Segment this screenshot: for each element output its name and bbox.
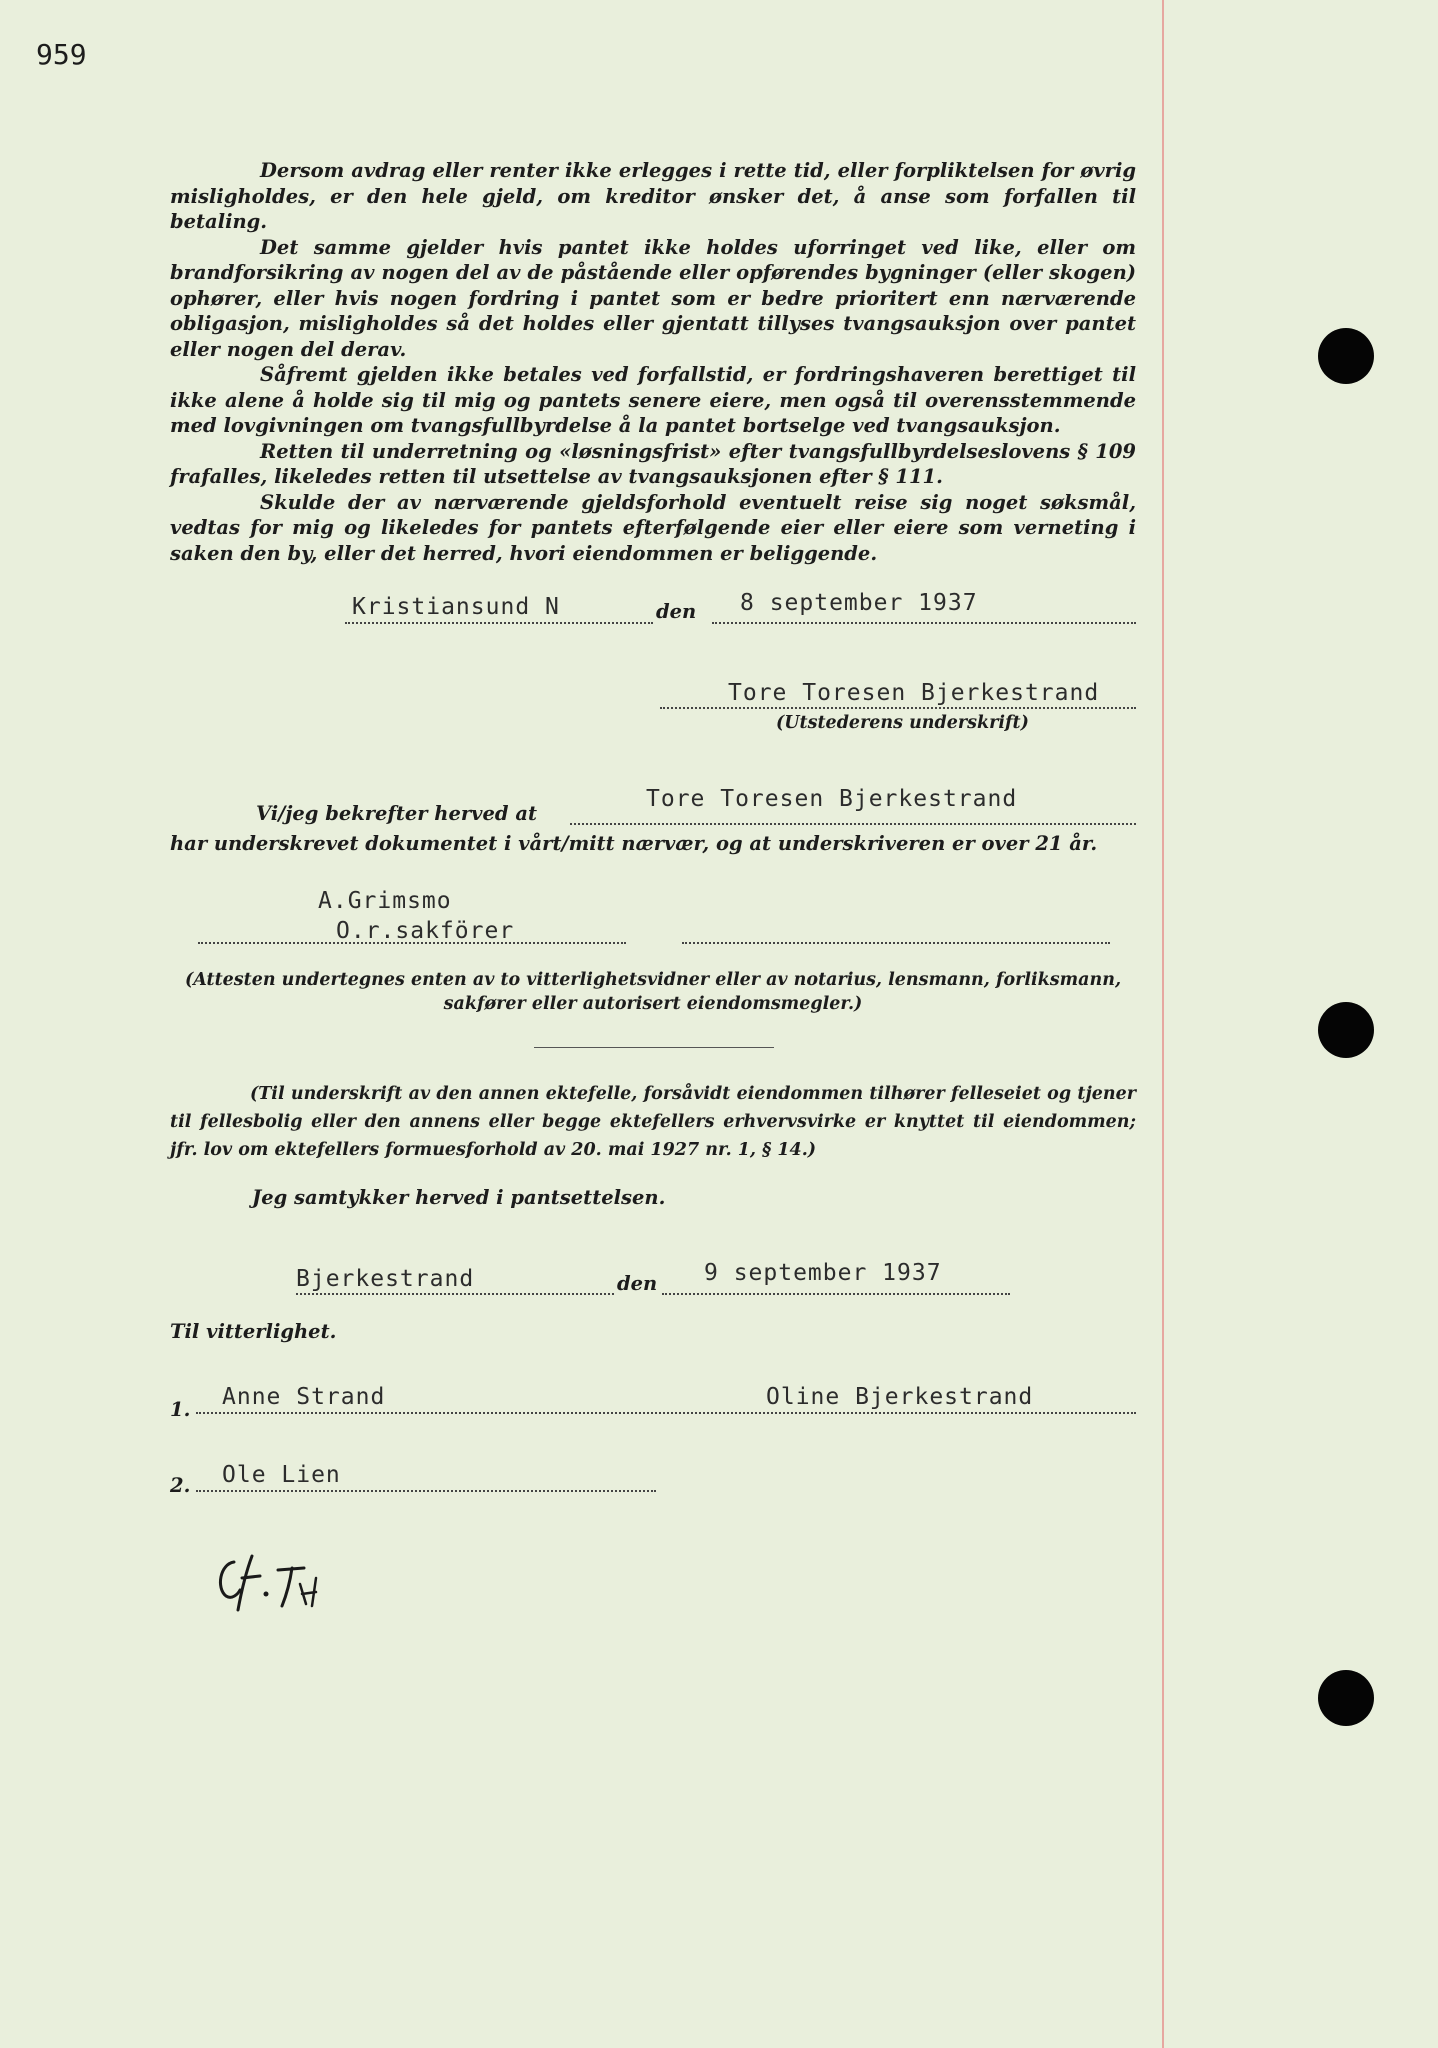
consent-place: Bjerkestrand bbox=[296, 1266, 475, 1292]
consent-text: Jeg samtykker herved i pantsettelsen. bbox=[252, 1186, 666, 1209]
spouse-note: (Til underskrift av den annen ektefelle, forsåvidt eiendommen tilhører felleseiet og tjener til fellesbolig eller den annens eller begge ektefellers erhvervsvirke er knyttet til eiendommen; jfr. lov om ektefellers formuesforhold av 20. mai 1927 nr. 1, § 14.) bbox=[170, 1084, 1136, 1160]
terms-paragraph: Det samme gjelder hvis pantet ikke holdes uforringet ved like, eller om brandforsikring av nogen del av de påstående eller opførendes bygninger (eller skogen) ophører, eller hvis nogen fordring i pantet som er bedre prioritert enn nærværende obligasjon, misligholdes så det holdes eller gjentatt tillyses tvangsauksjon over pantet eller nogen del derav. bbox=[170, 235, 1136, 361]
consent-place-dotline bbox=[296, 1293, 614, 1295]
confirmation-text: har underskrevet dokumentet i vårt/mitt nærvær, og at underskriveren er over 21 år. bbox=[170, 832, 1098, 855]
margin-line bbox=[1162, 0, 1164, 2048]
den-label: den bbox=[656, 600, 697, 623]
place-dotline bbox=[345, 622, 653, 624]
confirmation-prefix: Vi/jeg bekrefter herved at bbox=[256, 802, 537, 825]
terms-paragraph: Dersom avdrag eller renter ikke erlegges i rette tid, eller forpliktelsen for øvrig misligholdes, er den hele gjeld, om kreditor ønsker det, å anse som forfallen til betaling. bbox=[170, 159, 1136, 233]
issuer-signature: Tore Toresen Bjerkestrand bbox=[728, 680, 1100, 706]
consent-date: 9 september 1937 bbox=[704, 1260, 942, 1286]
issue-date: 8 september 1937 bbox=[740, 590, 978, 616]
witness-1-name: Anne Strand bbox=[222, 1384, 386, 1410]
consent-den-label: den bbox=[617, 1272, 658, 1295]
witness-name: A.Grimsmo bbox=[318, 888, 452, 914]
terms-text bbox=[170, 158, 1136, 566]
terms-paragraph: Skulde der av nærværende gjeldsforhold eventuelt reise sig noget søksmål, vedtas for mig og likeledes for pantets efterfølgende eier eller eiere som verneting i saken den by, eller det herred, hvori eiendommen er beliggende. bbox=[170, 490, 1136, 565]
witness-title: O.r.sakförer bbox=[336, 918, 515, 944]
attestation-note: (Attesten undertegnes enten av to vitterlighetsvidner eller av notarius, lensmann, forliksmann, sakfører eller autorisert eiendomsmegler.) bbox=[184, 970, 1122, 1014]
witness-line-1 bbox=[196, 1412, 1136, 1414]
issuer-signature-caption: (Utstederens underskrift) bbox=[776, 713, 1029, 733]
punch-hole bbox=[1318, 1002, 1374, 1058]
issue-place: Kristiansund N bbox=[352, 594, 560, 620]
terms-paragraph: Såfremt gjelden ikke betales ved forfallstid, er fordringshaveren berettiget til ikke alene å holde sig til mig og pantets senere eiere, men også til overensstemmende med lovgivningen om tvangsfullbyrdelse å la pantet bortselge ved tvangsauksjon. bbox=[170, 363, 1136, 437]
confirmed-name: Tore Toresen Bjerkestrand bbox=[646, 786, 1018, 812]
spouse-signature: Oline Bjerkestrand bbox=[766, 1384, 1034, 1410]
punch-hole bbox=[1318, 328, 1374, 384]
signature-dotline bbox=[660, 707, 1136, 709]
terms-paragraph: Retten til underretning og «løsningsfrist» efter tvangsfullbyrdelseslovens § 109 frafalles, likeledes retten til utsettelse av tvangsauksjonen efter § 111. bbox=[170, 439, 1136, 488]
handwritten-initials-mark bbox=[208, 1548, 338, 1618]
punch-hole bbox=[1318, 1670, 1374, 1726]
witness-line-2 bbox=[196, 1490, 656, 1492]
witness-dotline-2 bbox=[682, 942, 1110, 944]
page-number: 959 bbox=[36, 38, 87, 71]
witness-number: 2. bbox=[170, 1474, 191, 1497]
confirmation-dotline bbox=[570, 823, 1136, 825]
witness-number: 1. bbox=[170, 1398, 191, 1421]
separator-rule bbox=[534, 1047, 774, 1048]
witness-2-name: Ole Lien bbox=[222, 1462, 341, 1488]
date-dotline bbox=[712, 622, 1136, 624]
consent-date-dotline bbox=[662, 1293, 1010, 1295]
til-vitterlighet: Til vitterlighet. bbox=[170, 1320, 337, 1343]
